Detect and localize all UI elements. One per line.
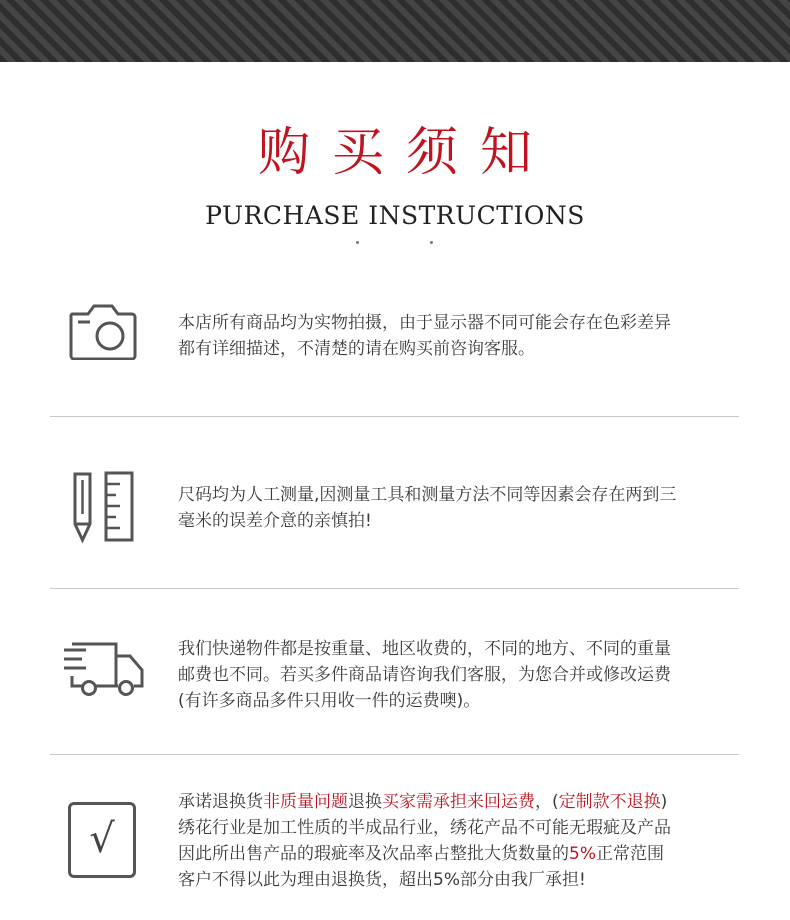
instruction-item-shipping [50,630,740,720]
item-text-line: 都有详细描述，不清楚的请在购买前咨询客服。 [178,339,535,359]
page-subtitle: PURCHASE INSTRUCTIONS [205,201,585,230]
page-title: 购买须知 [257,123,554,183]
delivery-truck-icon [62,642,146,704]
divider [50,754,739,755]
instruction-item-returns [50,786,740,896]
divider [50,416,739,417]
checkmark-glyph: √ [89,816,115,862]
pen-ruler-icon [70,470,136,548]
decorative-dot [356,241,359,244]
item-text-line: 本店所有商品均为实物拍摄，由于显示器不同可能会存在色彩差异 [178,313,671,333]
item-text-line: 客户不得以此为理由退换货，超出5%部分由我厂承担! [178,870,586,890]
item-text-line: 毫米的误差介意的亲慎拍! [178,511,372,531]
item-text-line: 邮费也不同。若买多件商品请咨询我们客服，为您合并或修改运费 [178,665,671,685]
instruction-item-sizing [50,466,740,546]
camera-icon [68,302,138,364]
item-text-line: 因此所出售产品的瑕疵率及次品率占整批大货数量的5%正常范围 [178,844,664,864]
item-text-line: 承诺退换货非质量问题退换买家需承担来回运费，(定制款不退换) [178,792,668,812]
decorative-dot [430,241,433,244]
instruction-item-photos [50,296,740,376]
item-text-line: 我们快递物件都是按重量、地区收费的，不同的地方、不同的重量 [178,639,671,659]
top-banner [0,0,790,62]
item-text-line: 绣花行业是加工性质的半成品行业，绣花产品不可能无瑕疵及产品 [178,818,671,838]
divider [50,588,739,589]
checkmark-box-icon [68,802,136,878]
item-text-line: 尺码均为人工测量,因测量工具和测量方法不同等因素会存在两到三 [178,485,677,505]
item-text-line: (有许多商品多件只用收一件的运费噢)。 [178,691,481,711]
